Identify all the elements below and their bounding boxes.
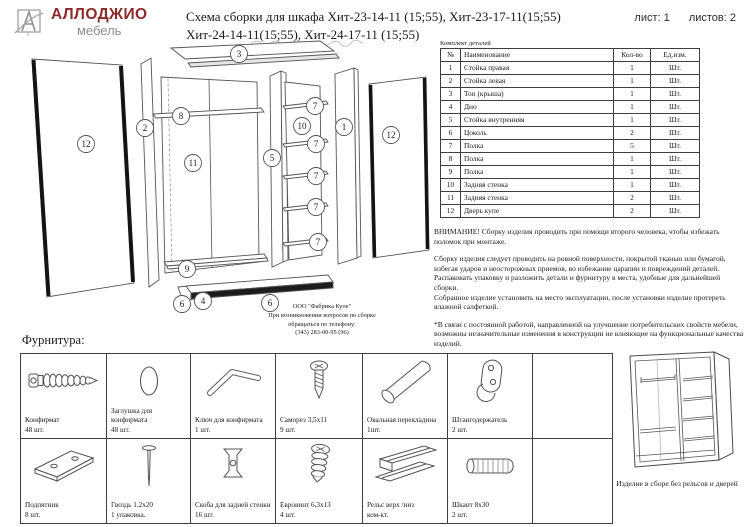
hardware-item (276, 354, 363, 439)
svg-text:3: 3 (236, 49, 242, 59)
hardware-item-name: Саморез 3,5x11 (280, 416, 328, 425)
hardware-item (107, 439, 191, 524)
table-row (441, 140, 700, 153)
hardware-item (363, 354, 448, 439)
hardware-item (276, 439, 363, 524)
handling-text: Сборку изделия следует проводить на ровной поверхности, покрытой тканью или бумагой, избегая ударов и неосторожных приемов, во избежание царапин и повреждений деталей. Распаковать упаковку и разложить детали и фурнитуру в места, удобные для дальнейшей сборки. Собранное изделие установить на место эксплуатации, после установки изделие протереть влажной салфеткой. (434, 254, 726, 312)
part-callout (174, 296, 191, 313)
table-cell: 1 (614, 179, 651, 192)
hardware-heading: Фурнитура: (22, 333, 85, 347)
part-callout (310, 234, 327, 251)
hardware-item-empty (533, 439, 613, 524)
svg-text:1: 1 (341, 122, 347, 132)
table-row (441, 192, 700, 205)
table-row (441, 153, 700, 166)
hardware-item-qty: 16 шт. (195, 510, 214, 519)
table-cell: Шт. (651, 140, 700, 153)
rod-holder-icon (448, 357, 532, 405)
table-row (441, 114, 700, 127)
table-header-row (441, 49, 700, 62)
hardware-item (21, 354, 107, 439)
part-callout (195, 293, 212, 310)
table-row (441, 179, 700, 192)
hardware-item-name: Гвоздь 1.2x20 (111, 501, 154, 510)
svg-text:7: 7 (313, 139, 319, 149)
table-cell: Шт. (651, 127, 700, 140)
page-title (186, 8, 561, 44)
table-cell: Шт. (651, 101, 700, 114)
parts-table-body (441, 62, 700, 218)
factory-contact: ООО "Фабрика Купе" При возникновении вопросов по сборке обращаться по телефону: (343) 283-00-95 (96) (230, 303, 414, 338)
hardware-item-qty: 2 шт. (452, 510, 468, 519)
back-wall-large (161, 77, 259, 273)
nail-icon (107, 442, 190, 490)
brand-logo (14, 6, 147, 38)
title-line-2: Хит-24-14-11(15;55), Хит-24-17-11 (15;55) (186, 27, 420, 43)
parts-list-caption: Комплект деталей (440, 40, 491, 47)
hardware-item-qty: 1 шт. (195, 425, 211, 434)
table-cell: Дно (461, 101, 614, 114)
svg-text:9: 9 (184, 264, 190, 274)
hardware-item (191, 439, 276, 524)
svg-text:8: 8 (178, 111, 184, 121)
warning-text: ВНИМАНИЕ! Сборку изделия проводить при помощи второго человека, чтобы избежать поломок при монтаже. (434, 227, 720, 246)
table-cell: Топ (крыша) (461, 88, 614, 101)
table-cell: 9 (441, 166, 461, 179)
table-cell: Стойка внутренняя (461, 114, 614, 127)
table-cell: 1 (614, 114, 651, 127)
factory-name: ООО "Фабрика Купе" (292, 303, 352, 310)
svg-text:12: 12 (386, 130, 396, 140)
part-callout (179, 261, 196, 278)
brand-logo-icon (14, 6, 44, 38)
svg-text:4: 4 (200, 296, 206, 306)
table-cell: 2 (614, 127, 651, 140)
hardware-item-name: Заглушка для конфирмата (111, 406, 153, 425)
table-cell: 1 (614, 101, 651, 114)
hardware-item-name: Ключ для конфирмата (195, 416, 263, 425)
svg-text:6: 6 (179, 299, 185, 309)
table-cell: 1 (614, 166, 651, 179)
left-side-panel (141, 58, 159, 287)
dowel-icon (448, 442, 532, 490)
part-callout (308, 168, 325, 185)
table-cell: Шт. (651, 205, 700, 218)
part-callout (308, 199, 325, 216)
table-cell: Шт. (651, 62, 700, 75)
svg-text:7: 7 (312, 101, 318, 111)
table-cell: Стойка правая (461, 62, 614, 75)
table-cell: Задняя стенка (461, 179, 614, 192)
table-row (441, 88, 700, 101)
table-cell: 8 (441, 153, 461, 166)
table-cell: Полка (461, 140, 614, 153)
hardware-item-name: Евровинт 6,3x13 (280, 501, 331, 510)
column-header: Наименование (461, 49, 614, 62)
assembled-view-caption: Изделие в сборе без рельсов и дверей (616, 479, 738, 488)
hardware-item (21, 439, 107, 524)
table-cell: 12 (441, 205, 461, 218)
table-cell: Цоколь (461, 127, 614, 140)
euro-screw-icon (276, 442, 362, 490)
table-cell: 6 (441, 127, 461, 140)
table-cell: Шт. (651, 75, 700, 88)
table-cell: 3 (441, 88, 461, 101)
part-callout (231, 46, 248, 63)
hardware-item-qty: ком-кт. (367, 510, 389, 519)
hardware-item-qty: 9 шт. (280, 425, 296, 434)
plug-icon (107, 357, 190, 405)
table-cell: Шт. (651, 192, 700, 205)
hardware-item-name: Штангодержатель (452, 416, 508, 425)
hardware-item (107, 354, 191, 439)
table-cell: Полка (461, 153, 614, 166)
confirmat-screw-icon (21, 357, 106, 405)
table-cell: 1 (614, 153, 651, 166)
table-cell: Шт. (651, 179, 700, 192)
hardware-item-name: Конфирмат (25, 416, 60, 425)
table-cell: 2 (614, 192, 651, 205)
hex-key-icon (191, 357, 275, 405)
hardware-item (448, 439, 533, 524)
exploded-view-diagram (18, 40, 430, 335)
svg-text:7: 7 (315, 237, 321, 247)
part-callout (137, 120, 154, 137)
svg-text:7: 7 (313, 202, 319, 212)
svg-text:11: 11 (188, 158, 198, 168)
right-door-panel (369, 77, 429, 258)
table-cell: Задняя стенка (461, 192, 614, 205)
table-cell: 1 (441, 62, 461, 75)
table-cell: 7 (441, 140, 461, 153)
table-row (441, 127, 700, 140)
table-row (441, 101, 700, 114)
table-cell: Шт. (651, 153, 700, 166)
part-callout (294, 118, 311, 135)
right-side-panel (335, 68, 357, 264)
column-header: № (441, 49, 461, 62)
sheet-info (634, 12, 736, 24)
column-header: Ед.изм. (651, 49, 700, 62)
assembled-wardrobe-drawing (616, 350, 748, 478)
brand-subtitle: мебель (76, 23, 122, 39)
sheet-number: лист: 1 (634, 12, 670, 24)
table-cell: Шт. (651, 166, 700, 179)
hardware-item-name: Овальная перекладина (367, 416, 437, 425)
part-callout (336, 119, 353, 136)
part-callout (173, 108, 190, 125)
hardware-item-qty: 48 шт. (25, 425, 44, 434)
hardware-item (363, 439, 448, 524)
assembly-notices (434, 227, 746, 357)
hardware-item-name: Шкант 8x30 (452, 501, 489, 510)
svg-text:10: 10 (297, 121, 307, 131)
back-wall-bracket-icon (191, 442, 275, 490)
table-cell: Стойка левая (461, 75, 614, 88)
table-cell: 10 (441, 179, 461, 192)
title-line-1: Схема сборки для шкафа Хит-23-14-11 (15;55), Хит-23-17-11(15;55) (186, 9, 561, 24)
table-cell: 1 (614, 75, 651, 88)
table-cell: 11 (441, 192, 461, 205)
hardware-item (448, 354, 533, 439)
oval-rod-icon (363, 357, 447, 405)
disclaimer-text: *В связи с постоянной работой, направленной на улучшение потребительских свойств мебели, возможны незначительные изменения в конструкции не влияющие на функциональные качества изделий. (434, 319, 744, 348)
hardware-item-qty: 2 шт. (452, 425, 468, 434)
part-callout (78, 136, 95, 153)
hardware-item-qty: 8 шт. (25, 510, 41, 519)
table-cell: 2 (614, 205, 651, 218)
table-row (441, 205, 700, 218)
part-callout (264, 150, 281, 167)
parts-table (440, 48, 700, 218)
hardware-item (191, 354, 276, 439)
rail-icon (363, 442, 447, 490)
table-row (441, 75, 700, 88)
hardware-item-qty: 4 шт. (280, 510, 296, 519)
svg-text:2: 2 (142, 123, 148, 133)
table-row (441, 166, 700, 179)
svg-text:7: 7 (313, 171, 319, 181)
hardware-item-qty: 48 шт. (111, 425, 130, 434)
hardware-item-qty: 1шт. (367, 425, 381, 434)
factory-phone: (343) 283-00-95 (96) (295, 329, 349, 337)
table-row (441, 62, 700, 75)
part-callout (308, 136, 325, 153)
hardware-item-name: Подпятник (25, 501, 59, 510)
hardware-table (20, 353, 613, 524)
table-cell: Шт. (651, 114, 700, 127)
table-cell: 4 (441, 101, 461, 114)
screw-icon (276, 357, 362, 405)
part-callout (307, 98, 324, 115)
table-cell: 5 (441, 114, 461, 127)
brand-name: АЛЛОДЖИО (51, 5, 148, 23)
hardware-item-name: Рельс верх /низ (367, 501, 414, 510)
svg-text:12: 12 (81, 139, 91, 149)
hardware-item-empty (533, 354, 613, 439)
part-callout (185, 155, 202, 172)
table-cell: 1 (614, 62, 651, 75)
part-callout (383, 127, 400, 144)
table-cell: Полка (461, 166, 614, 179)
foot-pad-icon (21, 442, 106, 490)
table-cell: Дверь купе (461, 205, 614, 218)
hardware-item-qty: 1 упаковка. (111, 510, 146, 519)
table-cell: Шт. (651, 88, 700, 101)
table-cell: 1 (614, 88, 651, 101)
sheets-total: листов: 2 (688, 12, 736, 24)
column-header: Кол-во (614, 49, 651, 62)
table-cell: 5 (614, 140, 651, 153)
hardware-item-name: Скоба для задней стенки (195, 501, 271, 510)
table-cell: 2 (441, 75, 461, 88)
svg-text:5: 5 (269, 153, 275, 163)
svg-text:6: 6 (267, 298, 273, 308)
